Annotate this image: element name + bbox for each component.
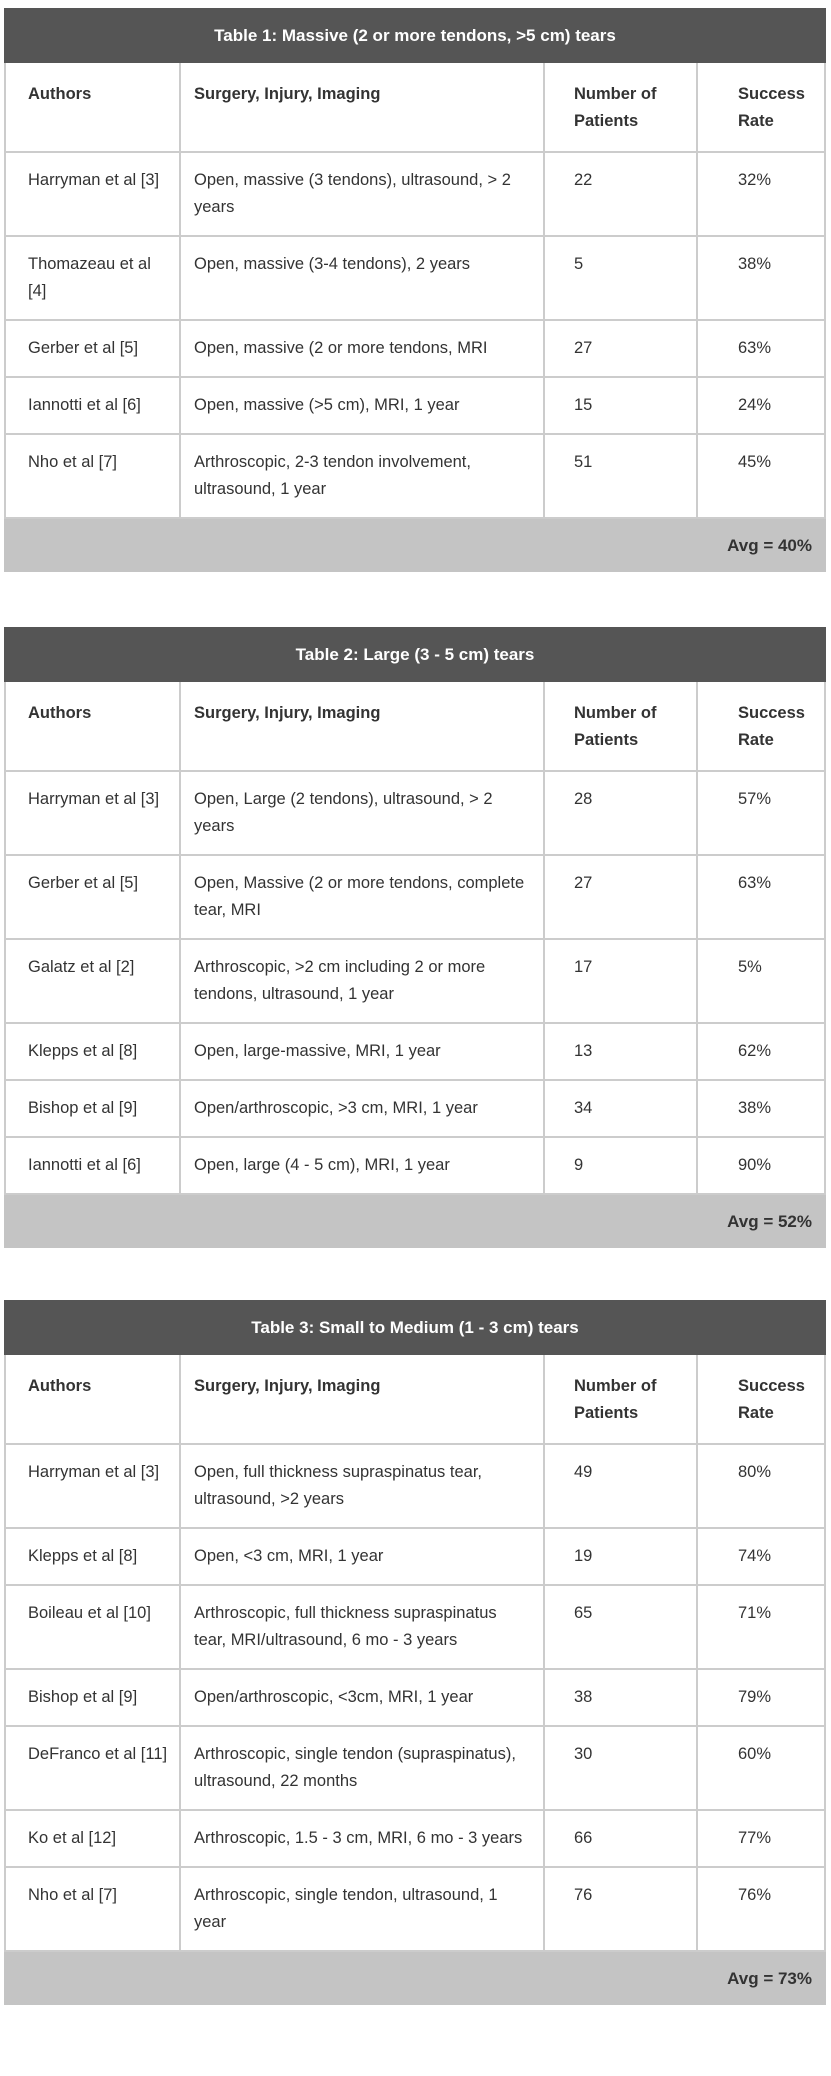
authors-cell: Harryman et al [3] <box>6 152 180 236</box>
table-massive-tears <box>4 8 826 572</box>
patients-cell: 76 <box>544 1867 697 1951</box>
table-row <box>6 1810 824 1867</box>
surgery-cell: Open, Massive (2 or more tendons, complete tear, MRI <box>180 855 544 939</box>
table-row <box>6 1023 824 1080</box>
authors-header: Authors <box>6 682 180 771</box>
surgery-cell: Open, massive (>5 cm), MRI, 1 year <box>180 377 544 434</box>
table-row <box>6 1137 824 1194</box>
surgery-header: Surgery, Injury, Imaging <box>180 63 544 152</box>
patients-cell: 38 <box>544 1669 697 1726</box>
patients-cell: 66 <box>544 1810 697 1867</box>
authors-cell: Nho et al [7] <box>6 434 180 518</box>
table-title: Table 3: Small to Medium (1 - 3 cm) tears <box>4 1300 826 1355</box>
table-large-tears <box>4 627 826 1248</box>
surgery-cell: Arthroscopic, single tendon (supraspinatus), ultrasound, 22 months <box>180 1726 544 1810</box>
table-header-row <box>6 1355 824 1444</box>
authors-cell: Klepps et al [8] <box>6 1528 180 1585</box>
authors-cell: Bishop et al [9] <box>6 1669 180 1726</box>
table-title: Table 2: Large (3 - 5 cm) tears <box>4 627 826 682</box>
surgery-cell: Open/arthroscopic, >3 cm, MRI, 1 year <box>180 1080 544 1137</box>
surgery-cell: Open, large (4 - 5 cm), MRI, 1 year <box>180 1137 544 1194</box>
patients-cell: 49 <box>544 1444 697 1528</box>
success-rate-cell: 38% <box>697 236 824 320</box>
patients-cell: 28 <box>544 771 697 855</box>
authors-cell: Gerber et al [5] <box>6 855 180 939</box>
table-row <box>6 1528 824 1585</box>
surgery-cell: Open, massive (3-4 tendons), 2 years <box>180 236 544 320</box>
success-rate-cell: 5% <box>697 939 824 1023</box>
surgery-cell: Arthroscopic, 2-3 tendon involvement, ultrasound, 1 year <box>180 434 544 518</box>
average-bar: Avg = 52% <box>4 1195 826 1248</box>
header-row <box>6 63 824 152</box>
table-row <box>6 855 824 939</box>
table-row <box>6 1867 824 1951</box>
surgery-cell: Open, full thickness supraspinatus tear, ultrasound, >2 years <box>180 1444 544 1528</box>
surgery-cell: Arthroscopic, >2 cm including 2 or more tendons, ultrasound, 1 year <box>180 939 544 1023</box>
success-rate-cell: 63% <box>697 855 824 939</box>
success-rate-cell: 45% <box>697 434 824 518</box>
data-table <box>6 682 824 1195</box>
success-rate-header: Success Rate <box>697 682 824 771</box>
authors-cell: Gerber et al [5] <box>6 320 180 377</box>
surgery-cell: Open, massive (3 tendons), ultrasound, > 2 years <box>180 152 544 236</box>
success-rate-header: Success Rate <box>697 1355 824 1444</box>
table-row <box>6 434 824 518</box>
patients-cell: 27 <box>544 855 697 939</box>
authors-cell: Klepps et al [8] <box>6 1023 180 1080</box>
success-rate-cell: 60% <box>697 1726 824 1810</box>
table-row <box>6 320 824 377</box>
table-small-medium-tears <box>4 1300 826 2005</box>
table-body <box>6 1444 824 1951</box>
authors-cell: Iannotti et al [6] <box>6 377 180 434</box>
average-bar: Avg = 73% <box>4 1952 826 2005</box>
table-row <box>6 236 824 320</box>
patients-cell: 5 <box>544 236 697 320</box>
table-row <box>6 1726 824 1810</box>
average-bar: Avg = 40% <box>4 519 826 572</box>
success-rate-cell: 71% <box>697 1585 824 1669</box>
table-title: Table 1: Massive (2 or more tendons, >5 cm) tears <box>4 8 826 63</box>
patients-cell: 15 <box>544 377 697 434</box>
patients-cell: 27 <box>544 320 697 377</box>
surgery-cell: Open, massive (2 or more tendons, MRI <box>180 320 544 377</box>
success-rate-cell: 90% <box>697 1137 824 1194</box>
authors-cell: Harryman et al [3] <box>6 1444 180 1528</box>
table-header-row <box>6 682 824 771</box>
table-row <box>6 771 824 855</box>
authors-cell: Bishop et al [9] <box>6 1080 180 1137</box>
patients-header: Number of Patients <box>544 1355 697 1444</box>
success-rate-cell: 63% <box>697 320 824 377</box>
surgery-cell: Open, large-massive, MRI, 1 year <box>180 1023 544 1080</box>
patients-cell: 22 <box>544 152 697 236</box>
success-rate-cell: 57% <box>697 771 824 855</box>
header-row <box>6 1355 824 1444</box>
authors-cell: DeFranco et al [11] <box>6 1726 180 1810</box>
header-row <box>6 682 824 771</box>
authors-cell: Harryman et al [3] <box>6 771 180 855</box>
success-rate-cell: 32% <box>697 152 824 236</box>
surgery-header: Surgery, Injury, Imaging <box>180 1355 544 1444</box>
patients-header: Number of Patients <box>544 682 697 771</box>
surgery-cell: Arthroscopic, full thickness supraspinatus tear, MRI/ultrasound, 6 mo - 3 years <box>180 1585 544 1669</box>
table-row <box>6 1669 824 1726</box>
data-table <box>6 63 824 519</box>
table-row <box>6 377 824 434</box>
authors-header: Authors <box>6 1355 180 1444</box>
patients-cell: 17 <box>544 939 697 1023</box>
authors-cell: Boileau et al [10] <box>6 1585 180 1669</box>
patients-header: Number of Patients <box>544 63 697 152</box>
patients-cell: 9 <box>544 1137 697 1194</box>
success-rate-cell: 62% <box>697 1023 824 1080</box>
success-rate-cell: 38% <box>697 1080 824 1137</box>
surgery-cell: Open, <3 cm, MRI, 1 year <box>180 1528 544 1585</box>
success-rate-cell: 80% <box>697 1444 824 1528</box>
table-row <box>6 152 824 236</box>
success-rate-cell: 79% <box>697 1669 824 1726</box>
table-row <box>6 939 824 1023</box>
patients-cell: 34 <box>544 1080 697 1137</box>
surgery-cell: Open/arthroscopic, <3cm, MRI, 1 year <box>180 1669 544 1726</box>
patients-cell: 19 <box>544 1528 697 1585</box>
authors-cell: Nho et al [7] <box>6 1867 180 1951</box>
surgery-cell: Open, Large (2 tendons), ultrasound, > 2 years <box>180 771 544 855</box>
table-row <box>6 1585 824 1669</box>
data-table <box>6 1355 824 1952</box>
table-header-row <box>6 63 824 152</box>
success-rate-cell: 76% <box>697 1867 824 1951</box>
authors-cell: Thomazeau et al [4] <box>6 236 180 320</box>
table-body <box>6 771 824 1194</box>
success-rate-header: Success Rate <box>697 63 824 152</box>
surgery-cell: Arthroscopic, 1.5 - 3 cm, MRI, 6 mo - 3 years <box>180 1810 544 1867</box>
authors-cell: Iannotti et al [6] <box>6 1137 180 1194</box>
patients-cell: 30 <box>544 1726 697 1810</box>
table-row <box>6 1080 824 1137</box>
patients-cell: 51 <box>544 434 697 518</box>
authors-cell: Galatz et al [2] <box>6 939 180 1023</box>
table-row <box>6 1444 824 1528</box>
success-rate-cell: 74% <box>697 1528 824 1585</box>
success-rate-cell: 77% <box>697 1810 824 1867</box>
patients-cell: 65 <box>544 1585 697 1669</box>
table-body <box>6 152 824 518</box>
authors-header: Authors <box>6 63 180 152</box>
success-rate-cell: 24% <box>697 377 824 434</box>
patients-cell: 13 <box>544 1023 697 1080</box>
authors-cell: Ko et al [12] <box>6 1810 180 1867</box>
surgery-header: Surgery, Injury, Imaging <box>180 682 544 771</box>
surgery-cell: Arthroscopic, single tendon, ultrasound, 1 year <box>180 1867 544 1951</box>
